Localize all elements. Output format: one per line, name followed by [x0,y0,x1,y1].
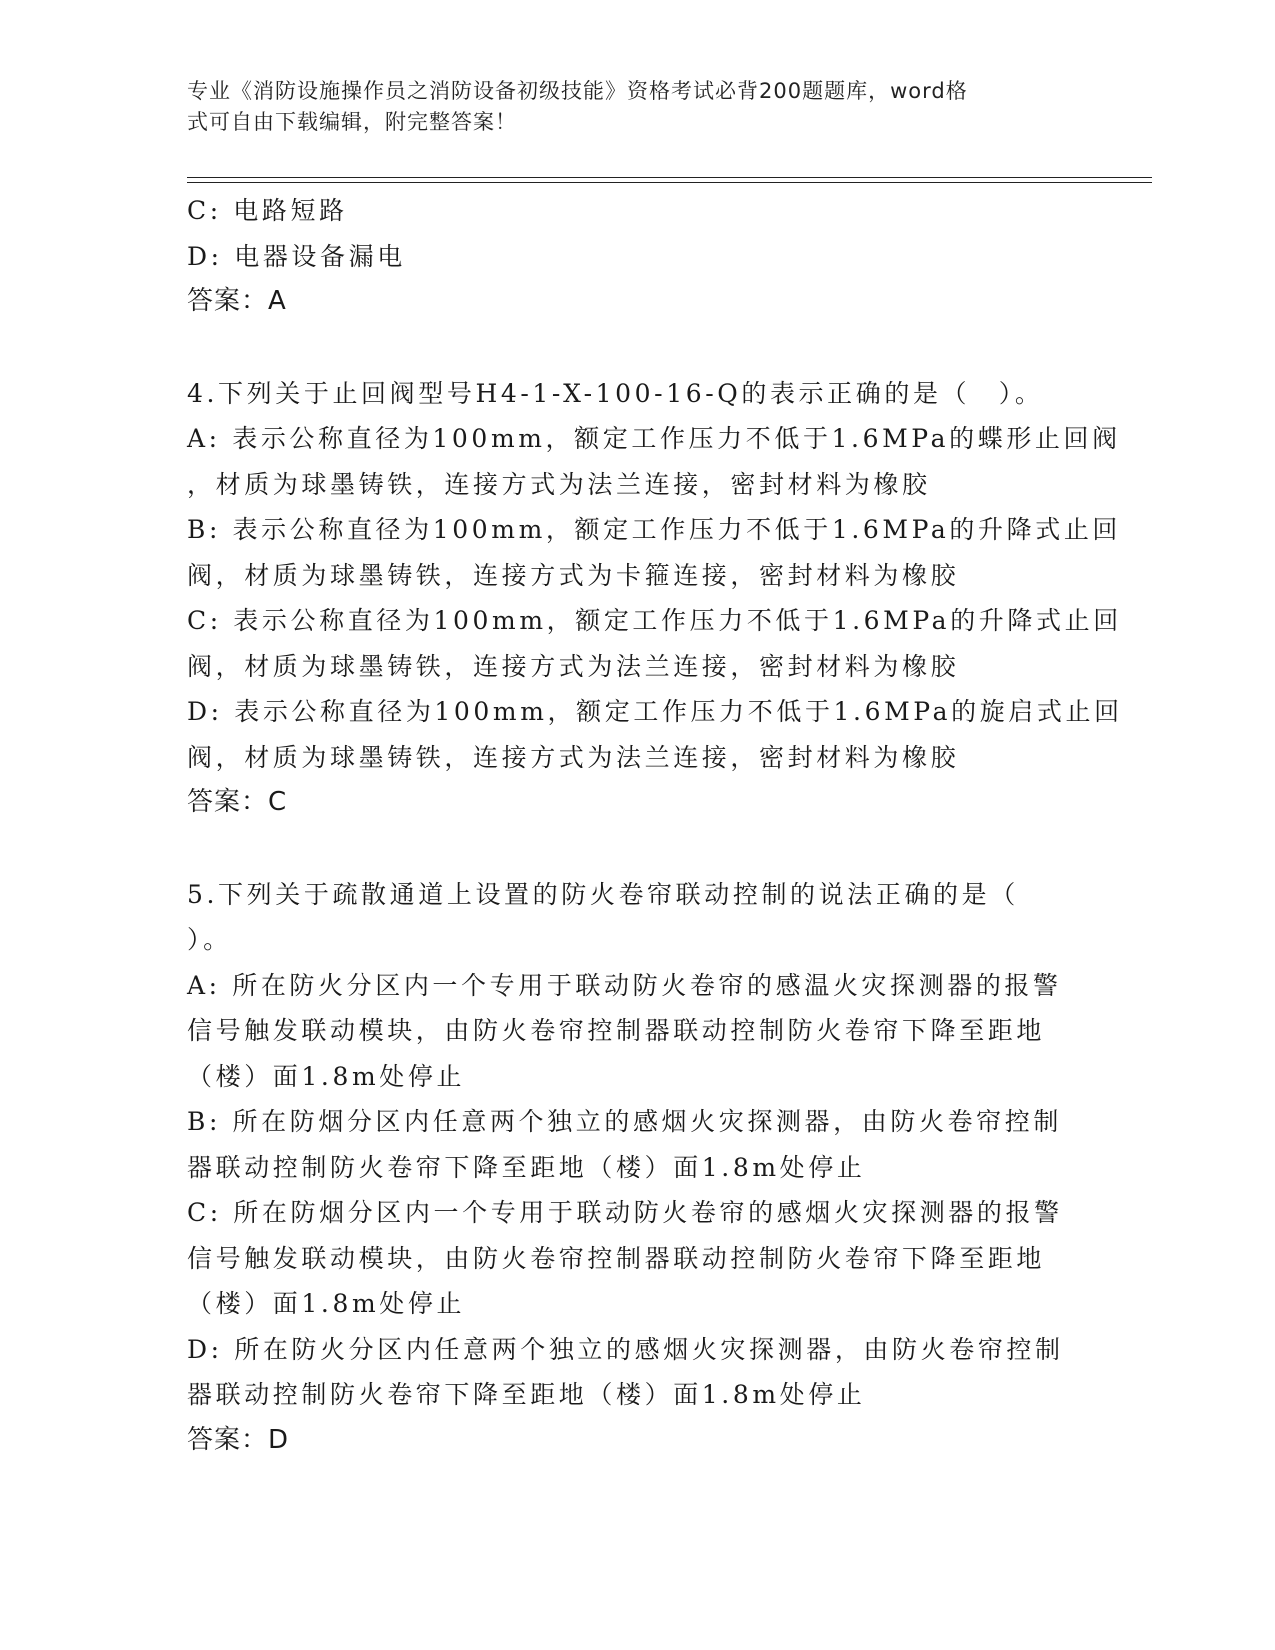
option-c: C: 表示公称直径为100mm，额定工作压力不低于1.6MPa的升降式止回 [187,606,1122,635]
header-rule-bottom [187,182,1152,183]
option-d: D: 表示公称直径为100mm，额定工作压力不低于1.6MPa的旋启式止回 [187,697,1123,726]
option-b: B: 所在防烟分区内任意两个独立的感烟火灾探测器，由防火卷帘控制 [187,1107,1062,1136]
question-5 [187,872,1087,1464]
question-stem-continued: ）。 [187,925,232,954]
spacer [187,325,1087,371]
header-rule-top [187,177,1152,178]
option-c: C: 所在防烟分区内一个专用于联动防火卷帘的感烟火灾探测器的报警 [187,1198,1063,1227]
option-d: D: 电器设备漏电 [187,241,406,271]
option-d-continued: 器联动控制防火卷帘下降至距地（楼）面1.8m处停止 [187,1380,866,1409]
option-c-continued: （楼）面1.8m处停止 [187,1289,466,1318]
header-line-2: 式可自由下载编辑，附完整答案！ [187,110,517,134]
question-4 [187,371,1123,826]
option-d-continued: 阀，材质为球墨铸铁，连接方式为法兰连接，密封材料为橡胶 [187,742,960,772]
option-a: A: 所在防火分区内一个专用于联动防火卷帘的感温火灾探测器的报警 [187,970,1062,1000]
question-3-tail [187,188,1087,325]
answer-label: 答案：C [187,787,288,817]
option-b-continued: 阀，材质为球墨铸铁，连接方式为卡箍连接，密封材料为橡胶 [187,560,960,590]
document-body [187,188,1123,1463]
question-stem: 5.下列关于疏散通道上设置的防火卷帘联动控制的说法正确的是（ [187,879,1019,909]
option-a-continued: （楼）面1.8m处停止 [187,1061,466,1091]
document-header [187,76,1067,138]
header-line-1: 专业《消防设施操作员之消防设备初级技能》资格考试必背200题题库，word格 [187,79,968,103]
option-b-continued: 器联动控制防火卷帘下降至距地（楼）面1.8m处停止 [187,1152,866,1182]
option-c-continued: 阀，材质为球墨铸铁，连接方式为法兰连接，密封材料为橡胶 [187,651,960,681]
option-c-continued: 信号触发联动模块，由防火卷帘控制器联动控制防火卷帘下降至距地 [187,1243,1046,1273]
answer-label: 答案：A [187,286,287,316]
option-c: C: 电路短路 [187,196,348,225]
spacer [187,826,1087,872]
option-d: D: 所在防火分区内任意两个独立的感烟火灾探测器，由防火卷帘控制 [187,1334,1064,1364]
option-b: B: 表示公称直径为100mm，额定工作压力不低于1.6MPa的升降式止回 [187,515,1122,544]
question-stem: 4.下列关于止回阀型号H4-1-X-100-16-Q的表示正确的是（ ）。 [187,378,1044,408]
option-a: A: 表示公称直径为100mm，额定工作压力不低于1.6MPa的蝶形止回阀 [187,424,1121,453]
option-a-continued: 信号触发联动模块，由防火卷帘控制器联动控制防火卷帘下降至距地 [187,1016,1046,1045]
answer-label: 答案：D [187,1424,290,1455]
option-a-continued: ，材质为球墨铸铁，连接方式为法兰连接，密封材料为橡胶 [187,469,931,499]
